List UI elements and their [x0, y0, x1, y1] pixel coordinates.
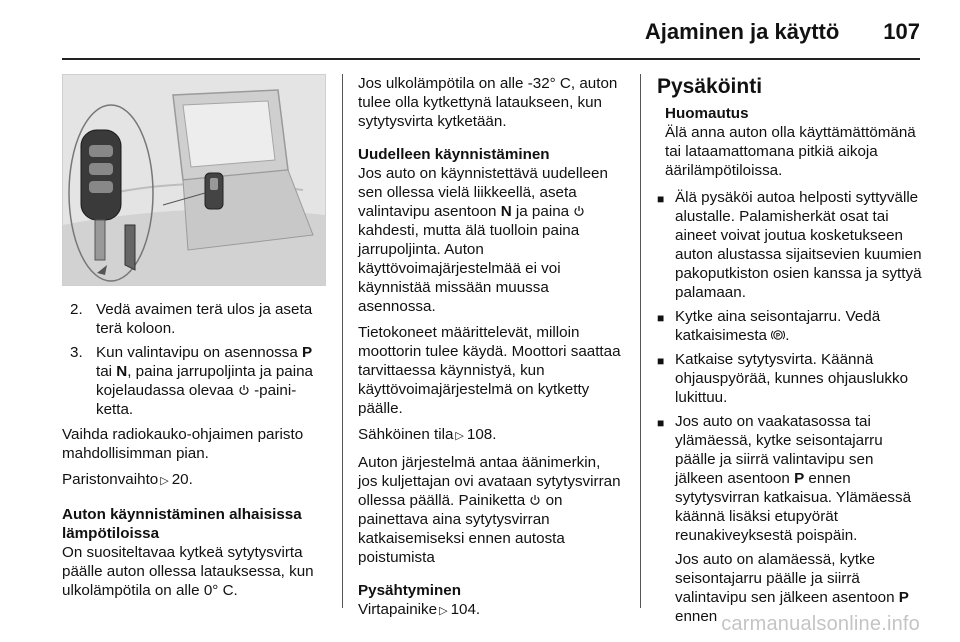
paragraph: [358, 425, 622, 446]
list-item: [62, 300, 326, 338]
text-run: Auton järjestelmä antaa äänimerkin, jos kuljettajan ovi avataan sytytysvirran ollessa päällä. Painiketta: [358, 454, 621, 509]
section-title: Pysäköinti: [657, 75, 763, 98]
page-reference[interactable]: 108.: [466, 426, 497, 443]
parking-brake-icon: [771, 329, 785, 341]
column-1: [62, 74, 326, 607]
bullet-icon: ■: [657, 354, 665, 368]
text-run: Kytke aina seisontajarru. Vedä katkaisimesta: [675, 308, 881, 344]
steps-list: [62, 300, 326, 419]
paragraph: [62, 470, 326, 491]
text-run: Jos auto on alamäessä, kytke seisontajarru päälle ja siirrä valintavipu sen jälkeen asentoon: [675, 551, 899, 606]
key-insertion-illustration: [62, 74, 326, 286]
reference-arrow-icon: ▷: [160, 475, 169, 487]
bullet-icon: ■: [657, 311, 665, 325]
step-number: 3.: [70, 344, 83, 361]
step-number: 2.: [70, 301, 83, 318]
page-number: 107: [883, 19, 920, 44]
text-run: ennen: [675, 608, 718, 625]
step-text: [94, 343, 326, 419]
bullet-text: [675, 307, 923, 345]
paragraph: [358, 600, 622, 621]
gear-n-label: N: [116, 363, 128, 380]
bullet-icon: ■: [657, 416, 665, 430]
text-run: Sähköinen tila: [358, 426, 454, 443]
subheading: Uudelleen käynnistäminen: [358, 146, 550, 163]
paragraph: [358, 453, 622, 567]
power-icon: [529, 494, 541, 506]
column-3: [657, 74, 923, 633]
page-reference[interactable]: 20.: [171, 471, 193, 488]
text-run: -paini-ketta.: [96, 382, 297, 418]
gear-p-label: P: [302, 344, 313, 361]
paragraph: Jos ulkolämpötila on alle -32° C, auton tulee olla kytkettynä lataukseen, kun sytytysvirta kytketään.: [358, 75, 618, 130]
paragraph: Vaihda radiokauko-ohjaimen paristo mahdollisimman pian.: [62, 426, 304, 462]
subheading: Pysähtyminen: [358, 582, 461, 599]
list-item: [62, 343, 326, 419]
bullet-icon: ■: [657, 192, 665, 206]
text-run: Jos auto on käynnistettävä uudelleen sen ollessa vielä liikkeellä, aseta valintavipu asentoon: [358, 165, 608, 220]
list-item: [657, 350, 923, 407]
power-icon: [573, 205, 585, 217]
header-rule: [62, 58, 920, 60]
list-item: [657, 188, 923, 302]
column-divider: [640, 74, 641, 608]
bullet-text: [675, 412, 923, 545]
text-run: .: [785, 327, 790, 344]
text-run: kahdesti, mutta älä tuolloin paina jarrupoljinta. Auton käyttövoimajärjestelmää ei voi käynnistää missään muussa asennossa.: [358, 222, 580, 315]
text-run: on painettava aina sytytysvirran katkaisemiseksi ennen autosta poistumista: [358, 492, 565, 566]
svg-text:P: P: [776, 333, 781, 340]
list-item: [657, 412, 923, 545]
text-run: , paina jarrupoljinta ja paina kojelaudassa olevaa: [96, 363, 313, 399]
watermark: carmanualsonline.info: [721, 613, 920, 635]
page-reference[interactable]: 104.: [450, 601, 481, 618]
key-illustration-svg: [63, 75, 325, 285]
subheading: Auton käynnistäminen alhaisissa lämpötiloissa: [62, 506, 302, 542]
bullet-text: Älä pysäköi autoa helposti syttyvälle alustalle. Palamisherkät osat tai aineet voivat joutua kosketukseen auton alustassa sijaitsevien kuumien pakoputkiston osien kanssa ja syttyä palamaan.: [675, 189, 922, 301]
gear-p-label: P: [898, 589, 909, 606]
list-item: [657, 307, 923, 345]
reference-arrow-icon: ▷: [455, 430, 464, 442]
reference-arrow-icon: ▷: [439, 605, 448, 617]
text-run: tai: [96, 363, 117, 380]
power-icon: [238, 384, 250, 396]
gear-n-label: N: [500, 203, 512, 220]
gear-p-label: P: [794, 470, 805, 487]
text-run: ja paina: [511, 203, 574, 220]
paragraph: Tietokoneet määrittelevät, milloin moottorin tulee käydä. Moottori saattaa tarvittaessa käynnistyä, kun käyttövoimajärjestelmä on kytketty päälle.: [358, 324, 621, 417]
text-run: Virtapainike: [358, 601, 438, 618]
bullet-text: Katkaise sytytysvirta. Käännä ohjauspyörää, kunnes ohjauslukko lukittuu.: [675, 351, 909, 406]
text-run: Jos auto on vaakatasossa tai ylämäessä, kytke seisontajarru päälle ja siirrä valintavipu sen jälkeen asentoon: [675, 413, 883, 487]
page-header: [645, 14, 920, 50]
text-run: ennen sytytysvirran katkaisua. Ylämäessä käännä lisäksi etupyörät reunakiveyksestä poispäin.: [675, 470, 912, 544]
paragraph: On suositeltavaa kytkeä sytytysvirta päälle auton ollessa latauksessa, kun ulkolämpötila on alle 0° C.: [62, 544, 314, 599]
note-heading: Huomautus: [665, 105, 749, 122]
text-run: Kun valintavipu on asennossa: [96, 344, 303, 361]
note-text: Älä anna auton olla käyttämättömänä tai lataamattomana pitkiä aikoja äärilämpötiloissa.: [665, 124, 916, 179]
column-2: [358, 74, 622, 628]
column-divider: [342, 74, 343, 608]
step-text: Vedä avaimen terä ulos ja aseta terä koloon.: [96, 301, 313, 337]
chapter-title: Ajaminen ja käyttö: [644, 19, 840, 44]
text-run: Paristonvaihto: [62, 471, 159, 488]
paragraph: [358, 164, 622, 316]
